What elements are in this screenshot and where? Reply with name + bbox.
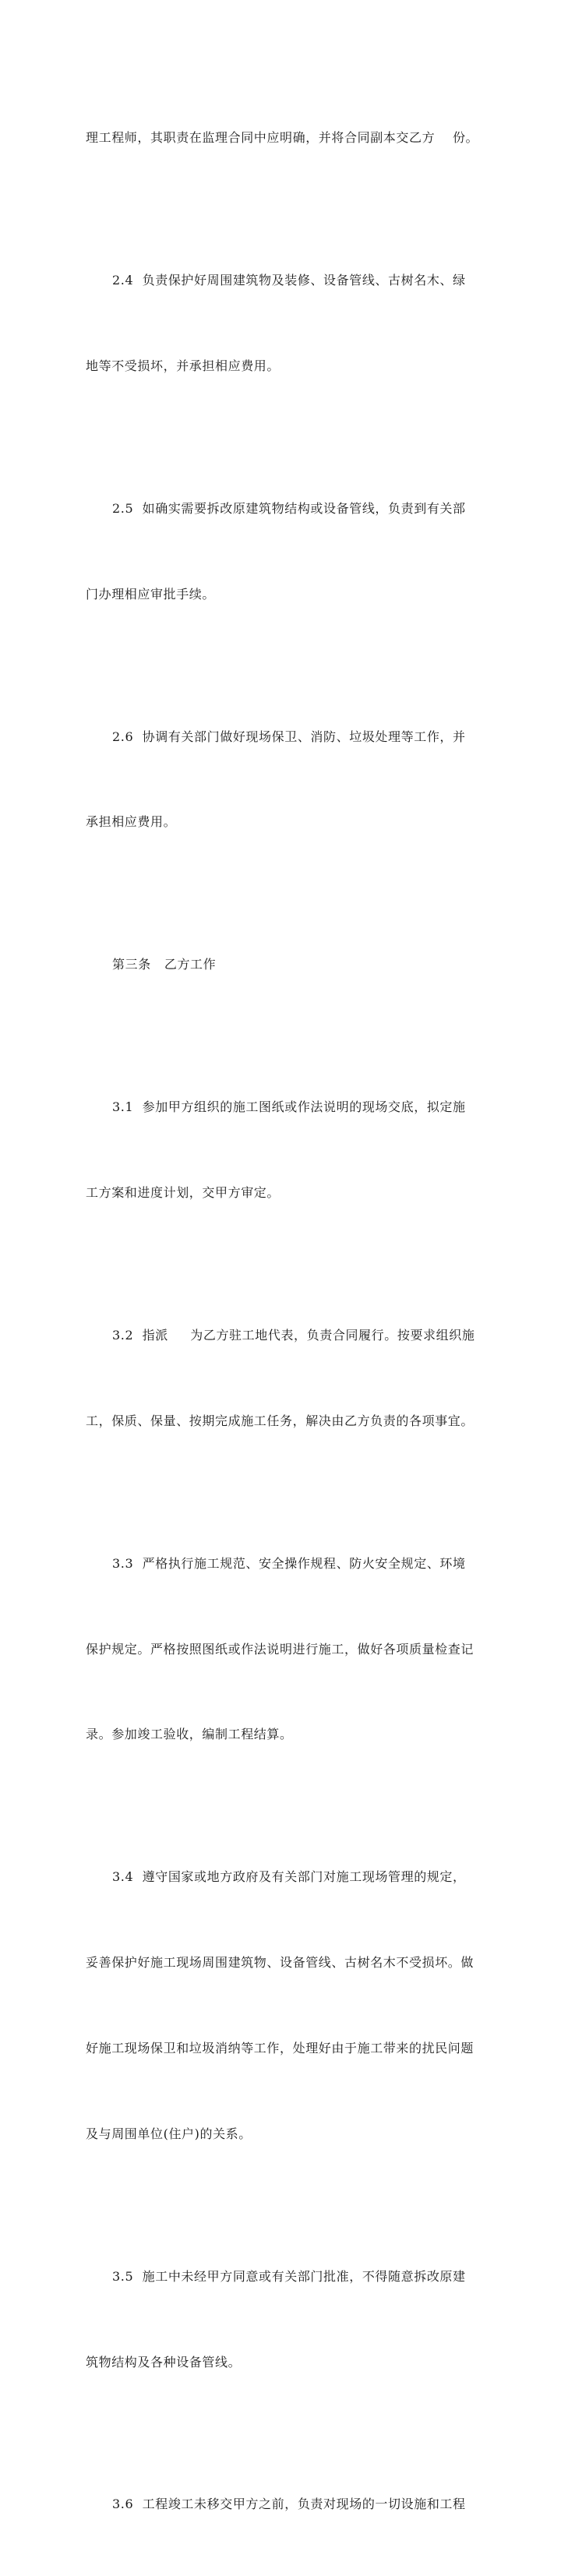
text-line: 工，保质、保量、按期完成施工任务，解决由乙方负责的各项事宜。: [86, 1413, 475, 1428]
text-line: 2.6 协调有关部门做好现场保卫、消防、垃圾处理等工作，并: [112, 729, 466, 744]
paragraph-2-6: [86, 665, 485, 894]
text-line: 保护规定。严格按照图纸或作法说明进行施工，做好各项质量检查记: [86, 1641, 475, 1657]
text-line: 妥善保护好施工现场周围建筑物、设备管线、古树名木不受损坏。做: [86, 1955, 475, 1971]
text-line: 3.2 指派 为乙方驻工地代表，负责合同履行。按要求组织施: [112, 1328, 475, 1343]
text-line: 门办理相应审批手续。: [86, 586, 216, 602]
section-heading-article-3: [86, 894, 485, 1036]
text-line: 2.4 负责保护好周围建筑物及装修、设备管线、古树名木、绿: [112, 273, 466, 288]
paragraph-3-5: [86, 2206, 485, 2434]
text-line: 录。参加竣工验收，编制工程结算。: [86, 1727, 293, 1742]
text-line: 3.4 遵守国家或地方政府及有关部门对施工现场管理的规定，: [112, 1869, 466, 1885]
text-line: 承担相应费用。: [86, 814, 177, 830]
text-line: 工方案和进度计划，交甲方审定。: [86, 1185, 280, 1201]
text-line: 及与周围单位(住户)的关系。: [86, 2126, 252, 2141]
text-line: 3.1 参加甲方组织的施工图纸或作法说明的现场交底，拟定施: [112, 1099, 466, 1115]
paragraph-3-3: [86, 1493, 485, 1807]
text-line: 筑物结构及各种设备管线。: [86, 2354, 242, 2370]
document-body: [86, 67, 485, 2576]
text-line: 3.5 施工中未经甲方同意或有关部门批准，不得随意拆改原建: [112, 2268, 466, 2284]
text-line: 3.6 工程竣工未移交甲方之前，负责对现场的一切设施和工程: [112, 2497, 466, 2512]
paragraph-3-1: [86, 1036, 485, 1265]
paragraph-continuation: [86, 67, 485, 210]
paragraph-2-4: [86, 210, 485, 438]
text-line: 第三条 乙方工作: [112, 957, 217, 972]
text-line: 好施工现场保卫和垃圾消纳等工作，处理好由于施工带来的扰民问题: [86, 2040, 475, 2056]
paragraph-2-5: [86, 438, 485, 666]
text-line: 理工程师，其职责在监理合同中应明确，并将合同副本交乙方 份。: [86, 130, 479, 146]
text-line: 地等不受损坏，并承担相应费用。: [86, 358, 280, 373]
text-line: 3.3 严格执行施工规范、安全操作规程、防火安全规定、环境: [112, 1555, 466, 1571]
text-line: 2.5 如确实需要拆改原建筑物结构或设备管线，负责到有关部: [112, 500, 466, 516]
paragraph-3-2: [86, 1265, 485, 1493]
paragraph-3-4: [86, 1806, 485, 2205]
paragraph-3-6: [86, 2433, 485, 2576]
